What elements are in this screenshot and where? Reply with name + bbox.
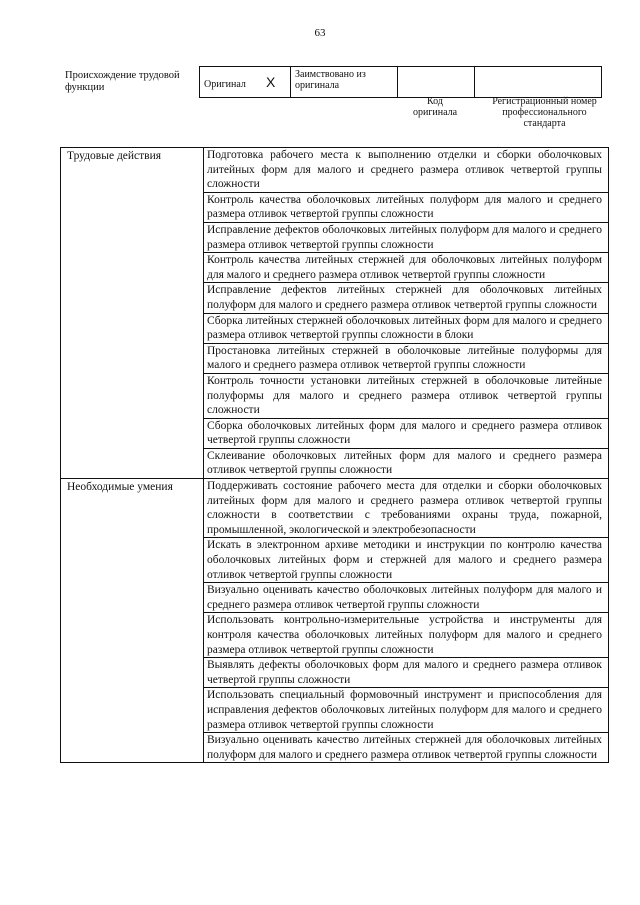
list-item: Сборка литейных стержней оболочковых литейных форм для малого и среднего размера отливок четвертой группы сложности в блоки <box>204 313 608 343</box>
functions-table <box>60 147 609 763</box>
page-number: 63 <box>314 27 326 39</box>
reg-number-cell <box>475 67 602 98</box>
list-item: Использовать специальный формовочный инструмент и приспособления для исправления дефектов оболочковых литейных полуформ для малого и среднего размера отливок четвертой группы сложности <box>204 687 608 732</box>
section-title: Необходимые умения <box>61 479 204 763</box>
code-cell <box>398 67 475 98</box>
list-item: Контроль точности установки литейных стержней в оболочковые литейные полуформы для малого и среднего размера отливок четвертой группы сложности <box>204 373 608 418</box>
original-cell <box>200 67 291 98</box>
list-item: Визуально оценивать качество литейных стержней для оболочковых литейных полуформ для малого и среднего размера отливок четвертой группы сложности <box>204 732 608 762</box>
reg-number-label: Регистрационный номер профессионального стандарта <box>492 96 597 129</box>
list-item: Подготовка рабочего места к выполнению отделки и сборки оболочковых литейных форм для малого и среднего размера отливок четвертой группы сложности <box>207 149 602 191</box>
list-item: Исправление дефектов оболочковых литейных полуформ для малого и среднего размера отливок четвертой группы сложности <box>204 222 608 252</box>
list-item: Исправление дефектов литейных стержней для оболочковых литейных полуформ для малого и среднего размера отливок четвертой группы сложности <box>204 282 608 312</box>
borrowed-cell <box>291 67 398 98</box>
section-items <box>204 148 609 479</box>
section-required-skills <box>61 479 609 763</box>
borrowed-label: Заимствовано из оригинала <box>295 69 366 91</box>
origin-label: Происхождение трудовой функции <box>65 70 180 93</box>
section-items <box>204 479 609 763</box>
code-original-label: Код оригинала <box>412 96 458 118</box>
list-item: Использовать контрольно-измерительные устройства и инструменты для контроля качества оболочковых литейных полуформ для малого и среднего размера отливок четвертой группы сложности <box>204 612 608 657</box>
list-item: Склеивание оболочковых литейных форм для малого и среднего размера отливок четвертой группы сложности <box>204 448 608 478</box>
section-labor-actions <box>61 148 609 479</box>
original-label: Оригинал <box>204 79 246 90</box>
list-item: Контроль качества оболочковых литейных полуформ для малого и среднего размера отливок четвертой группы сложности <box>204 192 608 222</box>
list-item: Контроль качества литейных стержней для оболочковых литейных полуформ для малого и среднего размера отливок четвертой группы сложности <box>204 252 608 282</box>
list-item: Сборка оболочковых литейных форм для малого и среднего размера отливок четвертой группы сложности <box>204 418 608 448</box>
list-item: Искать в электронном архиве методики и инструкции по контролю качества оболочковых литейных форм и стержней для малого и среднего размера отливок четвертой группы сложности <box>204 537 608 582</box>
origin-table <box>199 66 602 98</box>
section-title: Трудовые действия <box>61 148 204 479</box>
list-item: Простановка литейных стержней в оболочковые литейные полуформы для малого и среднего размера отливок четвертой группы сложности <box>204 343 608 373</box>
list-item: Визуально оценивать качество оболочковых литейных полуформ для малого и среднего размера отливок четвертой группы сложности <box>204 582 608 612</box>
original-mark: X <box>266 74 276 90</box>
list-item: Выявлять дефекты оболочковых форм для малого и среднего размера отливок четвертой группы сложности <box>204 657 608 687</box>
list-item: Поддерживать состояние рабочего места для отделки и сборки оболочковых литейных форм для малого и среднего размера отливок четвертой группы сложности в соответствии с требованиями охраны труда, пожарной, промышленной, экологической и электробезопасности <box>207 480 602 536</box>
